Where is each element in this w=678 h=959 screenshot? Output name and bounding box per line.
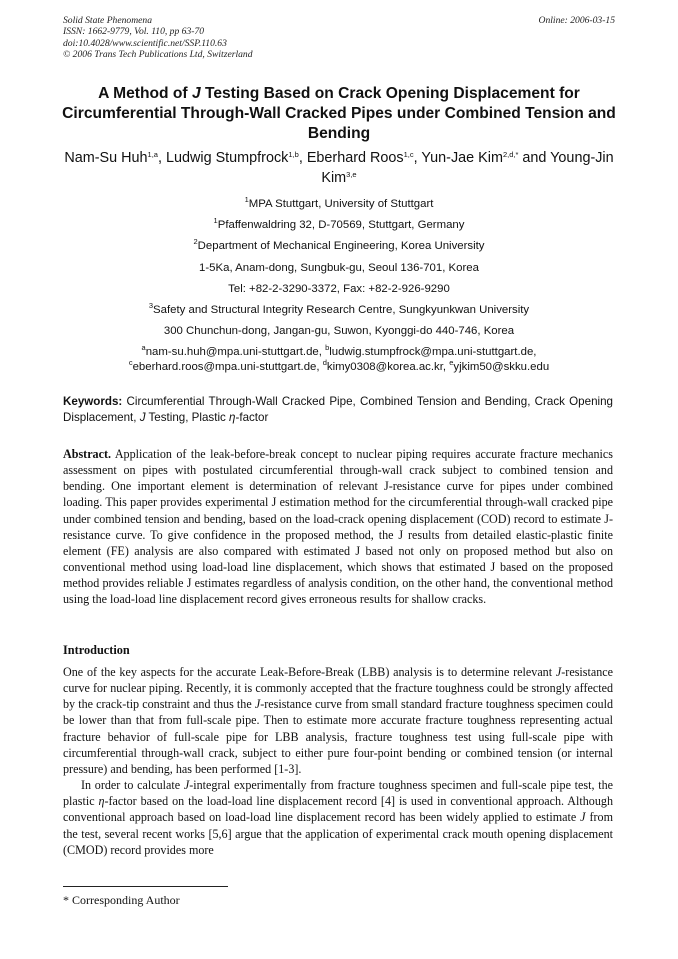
title-j-symbol: J	[191, 85, 201, 102]
author: Nam-Su Huh$^{1,a}$,	[64, 150, 166, 166]
paragraph: One of the key aspects for the accurate Leak-Before-Break (LBB) analysis is to determine relevant J-resistance curve for nuclear piping. Recently, it is commonly accepted that the fracture toughness could be strongly affected by the crack-tip constraint and thus the J-resistance curve from small standard fracture toughness specimen could be lower than that from full-scale pipe. Then to estimate more accurate fracture toughness representing actual fracture behavior of full-scale pipe for LBB analysis, fracture toughness test using full-scale pipe with circumferential through-wall crack, subject to either pure four-point bending or combined tension (or internal pressure) and bending, has been performed [1-3].	[63, 665, 614, 776]
author: Young-Jin Kim$^{3,e}$	[321, 150, 614, 186]
email-link[interactable]: yjkim50@skku.edu	[453, 361, 550, 373]
introduction-body	[63, 664, 613, 858]
abstract-label: Abstract.	[63, 447, 112, 461]
doi: doi:10.4028/www.scientific.net/SSP.110.63	[63, 37, 227, 49]
title-part-2: Testing Based on Crack Opening Displacement for Circumferential Through-Wall Cracked Pipes under Combined Tension and Bending	[62, 85, 616, 142]
author: Eberhard Roos$^{1,c}$,	[306, 150, 422, 166]
email-link[interactable]: nam-su.huh@mpa.uni-stuttgart.de,	[145, 346, 326, 358]
email-link[interactable]: kimy0308@korea.ac.kr,	[326, 361, 450, 373]
section-heading-introduction: Introduction	[63, 643, 130, 657]
copyright: © 2006 Trans Tech Publications Ltd, Switzerland	[63, 49, 253, 61]
keywords: Keywords: Circumferential Through-Wall Cracked Pipe, Combined Tension and Bending, Crack Opening Displacement, J Testing, Plastic η-factor	[63, 395, 613, 424]
author: Ludwig Stumpfrock$^{1,b}$,	[165, 150, 307, 166]
online-date: Online: 2006-03-15	[538, 15, 615, 26]
email-line: $^a$nam-su.huh@mpa.uni-stuttgart.de, $^b$ludwig.stumpfrock@mpa.uni-stuttgart.de,	[141, 343, 537, 358]
author-list	[50, 148, 628, 188]
affiliation: Tel: +82-2-3290-3372, Fax: +82-2-926-9290	[228, 282, 450, 295]
paper-title	[50, 84, 628, 144]
affiliation: $^3$Safety and Structural Integrity Research Centre, Sungkyunkwan University	[148, 300, 530, 316]
keywords-label: Keywords:	[63, 395, 123, 408]
email-line: $^c$eberhard.roos@mpa.uni-stuttgart.de, $^d$kimy0308@korea.ac.kr, $^e$yjkim50@skku.edu	[128, 358, 550, 373]
email-link[interactable]: eberhard.roos@mpa.uni-stuttgart.de,	[132, 361, 323, 373]
title-part-1: A Method of	[98, 85, 192, 102]
affiliation: $^1$Pfaffenwaldring 32, D-70569, Stuttgart, Germany	[213, 216, 465, 232]
issn: ISSN: 1662-9779, Vol. 110, pp 63-70	[63, 26, 205, 38]
author: Yun-Jae Kim$^{2,d,*}$ and	[421, 150, 551, 166]
abstract	[63, 446, 613, 608]
affiliation: 1-5Ka, Anam-dong, Sungbuk-gu, Seoul 136-701, Korea	[199, 261, 479, 274]
email-list	[40, 345, 638, 375]
affiliation: $^2$Department of Mechanical Engineering, Korea University	[193, 237, 485, 253]
footnote-rule	[63, 886, 228, 887]
affiliation: 300 Chunchun-dong, Jangan-gu, Suwon, Kyonggi-do 440-746, Korea	[163, 325, 515, 338]
affiliation: $^1$MPA Stuttgart, University of Stuttgart	[244, 195, 434, 210]
abstract-text: Application of the leak-before-break concept to nuclear piping requires accurate fracture mechanics assessment on pipes with postulated circumferential through-wall crack subject to combined tension and bending. One important element is determination of relevant J-resistance curve for pipes under combined loading. This paper provides experimental J estimation method for the circumferential through-wall cracked pipe under combined tension and bending, based on the load-crack opening displacement (COD) record to estimate J-resistance curve. To give confidence in the proposed method, the J results from detailed elastic-plastic finite element (FE) analysis are also compared with estimated J based not only on proposed method but also on conventional method using load-load line displacement, which shows that estimated J based on the proposed method provides reliable J estimates regardless of analysis condition, on the other hand, the conventional method using the load-load line displacement record gives erroneous results for shallow cracks.	[63, 447, 613, 607]
paragraph: In order to calculate J-integral experimentally from fracture toughness specimen and full-scale pipe test, the plastic η-factor based on the load-load line displacement record [4] is used in conventional approach. Although conventional approach based on load-load line displacement record has been widely applied to estimate J from the test, several recent works [5,6] argue that the application of experimental crack mouth opening displacement (CMOD) record provides more	[63, 778, 614, 857]
email-link[interactable]: ludwig.stumpfrock@mpa.uni-stuttgart.de,	[329, 346, 537, 358]
journal-name: Solid State Phenomena	[63, 15, 152, 26]
journal-header	[63, 15, 253, 61]
affiliation-list	[40, 194, 638, 342]
footnote: * Corresponding Author	[63, 893, 180, 907]
